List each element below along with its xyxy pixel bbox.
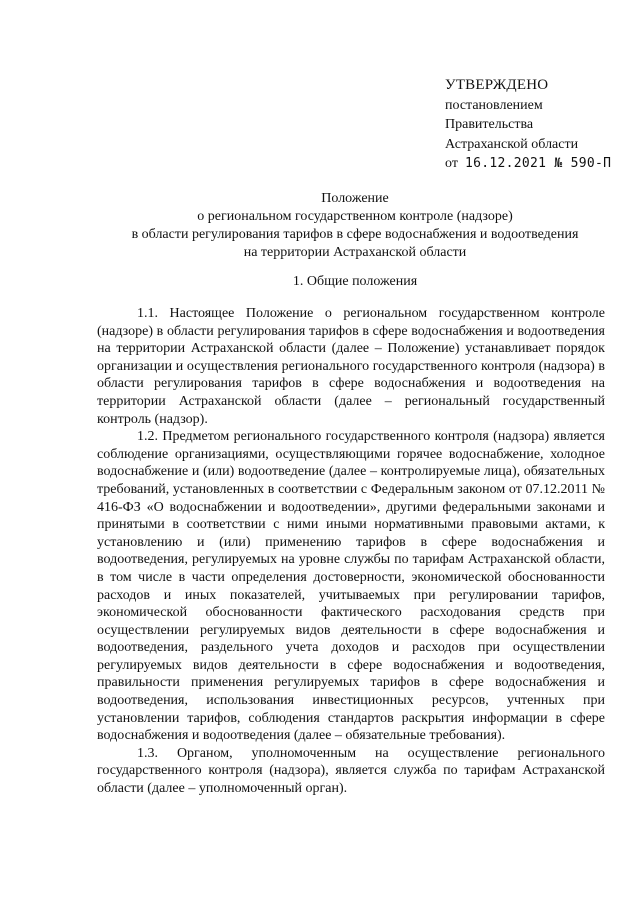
paragraph-1-3: 1.3. Органом, уполномоченным на осуществление регионального государственного контроля (надзора), является служба по тарифам Астраханской области (далее – уполномоченный орган). xyxy=(97,745,605,797)
paragraph-1-1: 1.1. Настоящее Положение о региональном государственном контроле (надзоре) в области регулирования тарифов в сфере водоснабжения и водоотведения на территории Астраханской области (далее – Положение) устанавливает порядок организации и осуществления регионального государственного контроля (надзора) в области регулирования тарифов в сфере водоснабжения и водоотведения на территории Астраханской области (далее – региональный государственный контроль (надзор). xyxy=(97,306,605,427)
document-title-line-3: в области регулирования тарифов в сфере водоснабжения и водоотведения xyxy=(131,227,579,242)
approval-line-1: постановлением xyxy=(445,97,543,113)
section-heading: 1. Общие положения xyxy=(292,274,418,289)
approval-date-prefix: от xyxy=(445,156,458,171)
document-title-line-1: Положение xyxy=(321,191,389,206)
document-title xyxy=(80,190,630,262)
document-title-line-4: на территории Астраханской области xyxy=(243,245,467,260)
approval-block xyxy=(445,76,611,174)
document-title-line-2: о региональном государственном контроле (надзоре) xyxy=(197,209,513,224)
approval-line-3: Астраханской области xyxy=(445,136,579,152)
paragraph-1-2: 1.2. Предметом регионального государственного контроля (надзора) является соблюдение организациями, осуществляющими горячее водоснабжение, холодное водоснабжение и (или) водоотведение (далее – контролируемые лица), обязательных требований, установленных в соответствии с Федеральным законом от 07.12.2011 № 416-ФЗ «О водоснабжении и водоотведении», другими федеральными законами и принятыми в соответствии с ними иными нормативными правовыми актами, к установлению и (или) применению тарифов в сфере водоснабжения и водоотведения, регулируемых на уровне службы по тарифам Астраханской области, в том числе в части определения достоверности, экономической обоснованности расходов и иных показателей, учитываемых при регулировании тарифов, экономической обоснованности фактического расходования средств при осуществлении регулируемых видов деятельности в сфере водоснабжения и водоотведения, раздельного учета доходов и расходов при осуществлении регулируемых видов деятельности в сфере водоснабжения и водоотведения, правильности применения регулируемых тарифов в сфере водоснабжения и водоотведения, использования инвестиционных ресурсов, учтенных при установлении тарифов, соблюдения стандартов раскрытия информации в сфере водоснабжения и водоотведения (далее – обязательные требования). xyxy=(97,429,605,744)
approval-line-2: Правительства xyxy=(445,117,534,132)
approval-date-line xyxy=(445,154,611,174)
section-body xyxy=(97,305,605,798)
approval-title: УТВЕРЖДЕНО xyxy=(445,77,549,93)
approval-date-stamp: 16.12.2021 № 590-П xyxy=(464,156,612,171)
